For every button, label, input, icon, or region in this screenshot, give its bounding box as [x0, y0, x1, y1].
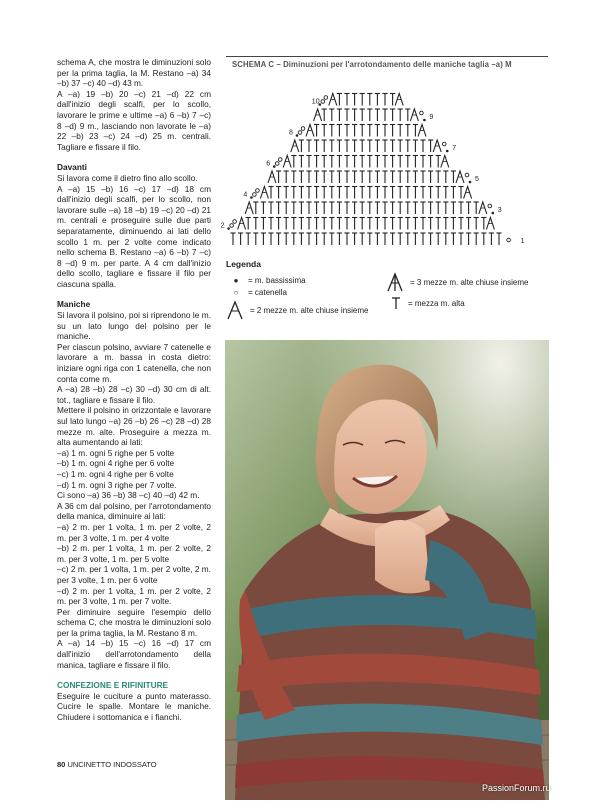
legend-two-tog: = 2 mezze m. alte chiuse insieme	[226, 300, 369, 320]
diagram-row	[319, 94, 404, 106]
maniche-paragraph: Per diminuire seguire l'esempio dello schema C, che mostra le diminuzioni solo per la prima taglia, la M. Restano 8 m.	[57, 606, 211, 638]
row-number: 6	[266, 160, 271, 168]
maniche-paragraph: Mettere il polsino in orizzontale e lavorare sul lato lungo –a) 26 –b) 26 –c) 28 –d) 28 mezze m. alte. Proseguire a mezza m. alta aumentando ai lati:	[57, 405, 211, 448]
three-together-icon	[386, 272, 404, 292]
page-footer	[57, 760, 157, 769]
confezione-title: CONFEZIONE E RIFINITURE	[57, 680, 169, 691]
page-number: 80	[57, 760, 66, 769]
schema-c-title: SCHEMA C – Diminuzioni per l'arrotondamento delle maniche taglia –a) M	[232, 60, 512, 69]
maniche-paragraph: –c) 2 m. per 1 volta, 1 m. per 2 volte, 2 m. per 3 volte, 1 m. per 6 volte	[57, 564, 211, 585]
diagram-row	[268, 171, 471, 183]
photo-illustration	[225, 340, 549, 800]
row-number: 10	[311, 98, 320, 106]
davanti-paragraph: A –a) 15 –b) 16 –c) 17 –d) 18 cm dall'inizio degli scalfi, per lo scollo, non lavorare sulle –a) 18 –b) 19 –c) 20 –d) 21 m. centrali e proseguire sulle due parti separatamente, diminuendo ai lati dello scollo 1 m. per 2 volte come indicato nello schema B. Restano –a) 6 –b) 7 –c) 8 –d) 9 m. per parte. A 4 cm dall'inizio dello scollo, tagliare e fissare il filo per ciascuna spalla.	[57, 183, 211, 289]
dot-icon: ●	[233, 276, 239, 285]
maniche-paragraph: Si lavora il polsino, poi si riprendono le m. su un lato lungo del polsino per le maniche.	[57, 310, 211, 342]
confezione-section	[57, 691, 211, 723]
maniche-paragraph: –a) 2 m. per 1 volta, 1 m. per 2 volte, 2 m. per 3 volte, 1 m. per 4 volte	[57, 521, 211, 543]
diagram-row	[273, 156, 449, 168]
instructions-column	[57, 57, 211, 723]
maniche-paragraph: –d) 1 m. ogni 3 righe per 7 volte.	[57, 479, 177, 490]
legend-chain: ○ = catenella	[230, 288, 287, 297]
row-number: 1	[520, 238, 525, 245]
schema-divider	[226, 56, 548, 57]
legend-hdc: = mezza m. alta	[390, 296, 465, 310]
diagram-row	[291, 140, 449, 152]
row-number: 3	[497, 207, 502, 214]
row-number: 8	[289, 129, 293, 137]
model-photo	[225, 340, 549, 800]
diagram-row	[314, 109, 426, 121]
maniche-paragraph: –d) 2 m. per 1 volta, 1 m. per 2 volte, 2 m. per 3 volte, 1 m. per 7 volte.	[57, 585, 211, 607]
maniche-paragraph: –c) 1 m. ogni 4 righe per 6 volte	[57, 468, 174, 479]
magazine-name: UNCINETTO INDOSSATO	[67, 760, 157, 769]
maniche-title: Maniche	[57, 299, 91, 310]
two-together-icon	[226, 300, 244, 320]
confezione-paragraph: Eseguire le cuciture a punto materasso. Cucire le spalle. Montare le maniche. Chiudere i sottomanica e i fianchi.	[57, 690, 211, 723]
chain-icon: ○	[233, 288, 239, 297]
diagram-row	[245, 202, 494, 214]
diagram-row	[227, 218, 494, 230]
watermark: PassionForum.ru	[482, 783, 551, 793]
legend-three-tog: = 3 mezze m. alte chiuse insieme	[386, 272, 529, 292]
row-number: 4	[243, 191, 248, 199]
diagram-row	[250, 187, 472, 199]
maniche-paragraph: Ci sono –a) 36 –b) 38 –c) 40 –d) 42 m.	[57, 490, 200, 501]
row-number: 7	[452, 145, 457, 152]
maniche-paragraph: A –a) 14 –b) 15 –c) 16 –d) 17 cm dall'inizio dell'arrotondamento della manica, tagliare e fissare il filo.	[57, 638, 211, 670]
davanti-paragraph: Si lavora come il dietro fino allo scollo.	[57, 172, 198, 183]
davanti-section	[57, 173, 211, 290]
schema-c-diagram	[218, 78, 525, 250]
intro-paragraph: A –a) 19 –b) 20 –c) 21 –d) 22 cm dall'inizio degli scalfi, per lo scollo, lavorare le prime e ultime –a) 6 –b) 7 –c) 8 –d) 9 m., lasciando non lavorate le –a) 22 –b) 23 –c) 24 –d) 25 m. centrali. Tagliare e fissare il filo.	[57, 88, 211, 152]
legend-title: Legenda	[226, 259, 261, 269]
legend-dot: ● = m. bassissima	[230, 276, 306, 285]
hdc-icon	[390, 296, 402, 310]
davanti-title: Davanti	[57, 162, 87, 173]
row-number: 5	[475, 176, 479, 183]
intro-section	[57, 57, 211, 152]
diagram-row	[230, 233, 510, 245]
maniche-paragraph: Per ciascun polsino, avviare 7 catenelle e lavorare a m. bassa in costa dietro: iniziare ogni riga con 1 catenella, che non conta come m.	[57, 341, 211, 384]
maniche-paragraph: –b) 2 m. per 1 volta, 1 m. per 2 volte, 2 m. per 3 volte, 1 m. per 5 volte	[57, 543, 211, 564]
row-number: 9	[429, 114, 434, 121]
maniche-paragraph: –a) 1 m. ogni 5 righe per 5 volte	[57, 447, 175, 458]
intro-paragraph: schema A, che mostra le diminuzioni solo per la prima taglia, la M. Restano –a) 34 –b) 37 –c) 40 –d) 43 m.	[57, 57, 211, 89]
diagram-row	[296, 125, 426, 137]
maniche-paragraph: A –a) 28 –b) 28 –c) 30 –d) 30 cm di alt. tot., tagliare e fissare il filo.	[57, 384, 211, 405]
maniche-paragraph: –b) 1 m. ogni 4 righe per 6 volte	[57, 458, 175, 469]
maniche-paragraph: A 36 cm dal polsino, per l'arrotondamento della manica, diminuire ai lati:	[57, 500, 211, 522]
row-number: 2	[220, 222, 225, 230]
maniche-section	[57, 310, 211, 670]
